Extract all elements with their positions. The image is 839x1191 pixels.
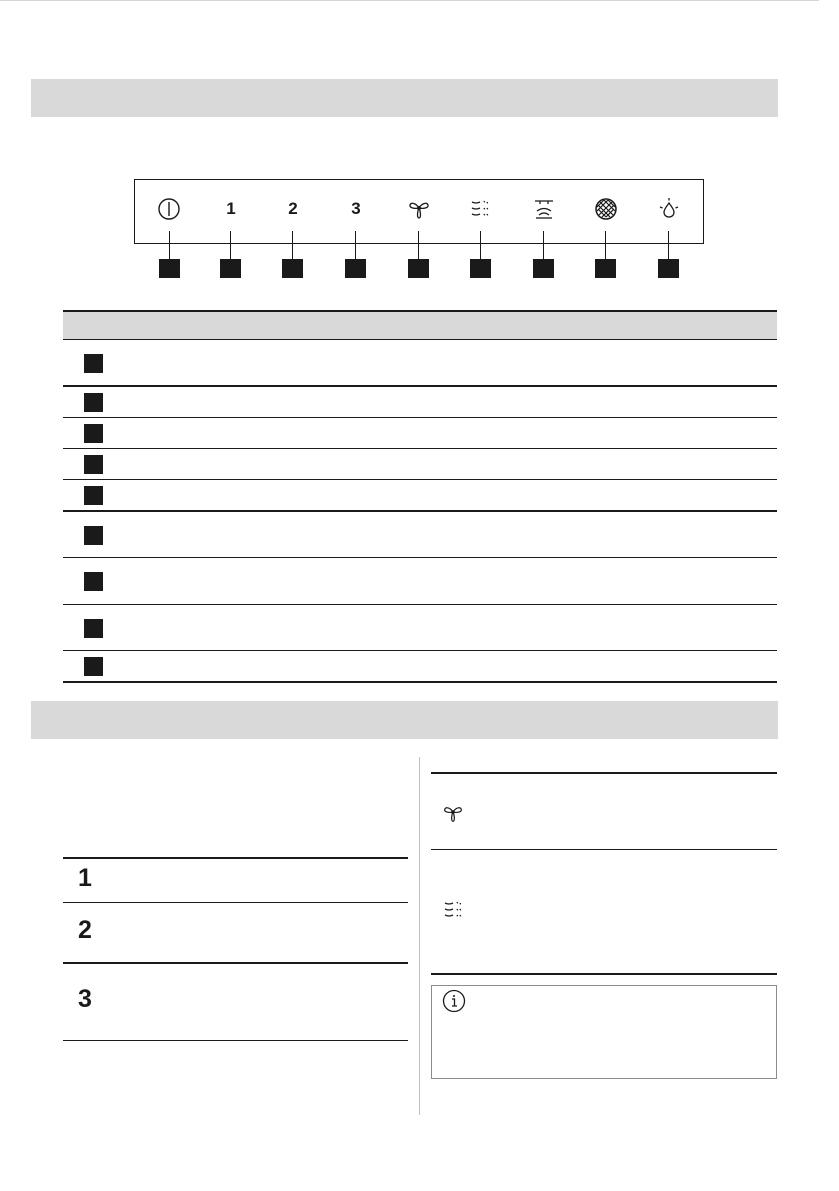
info-note-box	[431, 985, 777, 1079]
light-icon	[653, 197, 685, 221]
control-panel-illustration	[134, 179, 704, 244]
callout-leader	[169, 231, 170, 259]
callout-leader	[605, 231, 606, 259]
rule	[431, 849, 777, 850]
speed-1-label: 1	[78, 864, 92, 892]
row-marker-2	[84, 393, 103, 412]
table-row	[63, 605, 777, 651]
filter-icon	[590, 197, 622, 221]
on-off-icon	[153, 197, 185, 221]
section-heading-bar	[31, 79, 778, 117]
table-row	[63, 418, 777, 449]
rule	[431, 772, 777, 774]
callout-marker-8	[595, 259, 616, 278]
rule	[63, 902, 408, 903]
breeze-icon	[442, 898, 466, 927]
callout-marker-9	[658, 259, 679, 278]
rule	[63, 857, 408, 859]
section-heading-bar	[31, 701, 778, 739]
info-icon	[442, 989, 466, 1013]
row-marker-3	[84, 424, 103, 443]
callout-leader	[355, 231, 356, 259]
callout-marker-4	[345, 259, 366, 278]
row-marker-7	[84, 572, 103, 591]
row-marker-8	[84, 619, 103, 638]
callout-marker-6	[470, 259, 491, 278]
table-header	[63, 310, 777, 340]
table-row	[63, 480, 777, 512]
table-row	[63, 558, 777, 605]
callout-marker-2	[220, 259, 241, 278]
speed-1-symbol: 1	[226, 199, 236, 218]
hob-to-hood-icon	[528, 197, 560, 221]
callout-leader	[480, 231, 481, 259]
row-marker-1	[84, 354, 103, 373]
page-top-rule	[0, 0, 819, 1]
row-marker-9	[84, 657, 103, 676]
row-marker-4	[84, 455, 103, 474]
rule	[63, 1040, 408, 1041]
row-marker-5	[84, 486, 103, 505]
fan-icon	[442, 802, 464, 829]
function-table	[63, 310, 777, 683]
speed-2-label: 2	[78, 916, 92, 944]
callout-leader	[543, 231, 544, 259]
table-row	[63, 512, 777, 558]
table-row	[63, 340, 777, 387]
speed-3-label: 3	[78, 985, 92, 1013]
speed-2-symbol: 2	[288, 199, 298, 218]
table-row	[63, 651, 777, 683]
callout-leader	[292, 231, 293, 259]
breeze-icon	[465, 197, 497, 221]
callout-marker-3	[282, 259, 303, 278]
rule	[431, 973, 777, 975]
table-row	[63, 449, 777, 480]
table-row	[63, 387, 777, 418]
speed-3-symbol: 3	[351, 199, 361, 218]
callout-marker-7	[533, 259, 554, 278]
callout-leader	[230, 231, 231, 259]
row-marker-6	[84, 526, 103, 545]
rule	[63, 962, 408, 964]
callout-leader	[418, 231, 419, 259]
callout-marker-1	[159, 259, 180, 278]
fan-icon	[403, 197, 435, 221]
callout-marker-5	[408, 259, 429, 278]
callout-leader	[668, 231, 669, 259]
column-divider	[419, 757, 420, 1115]
